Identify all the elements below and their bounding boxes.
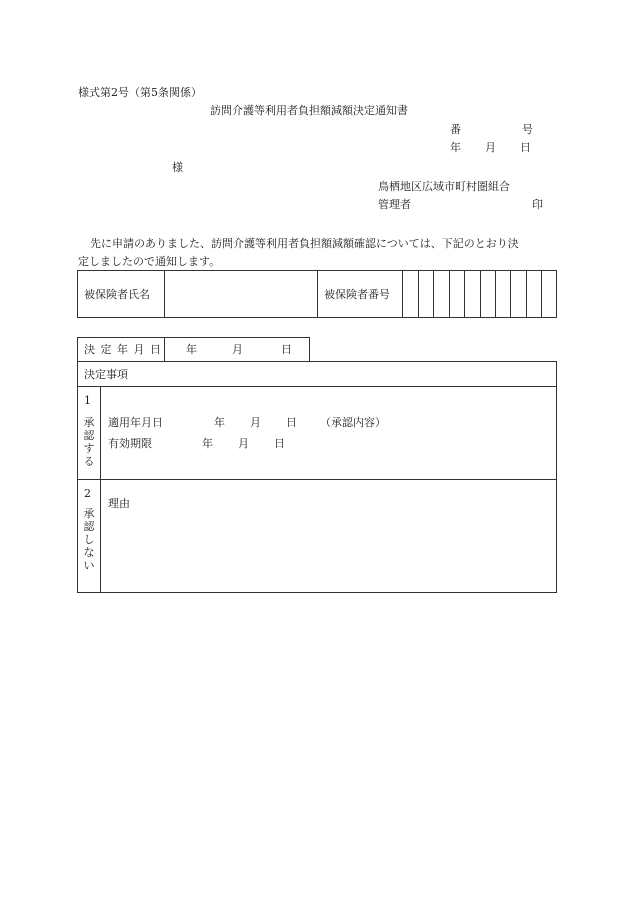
validity-year-label: 年: [202, 437, 213, 450]
approve-label: 承認する: [83, 416, 95, 468]
approval-content-label: （承認内容）: [320, 416, 386, 429]
decision-day-label: 日: [281, 343, 292, 356]
date-year-label: 年: [450, 141, 461, 154]
date-month-label: 月: [485, 141, 496, 154]
reject-number: 2: [84, 487, 91, 500]
notice-text-line2: 定しましたので通知します。: [78, 255, 221, 268]
issuer-role: 管理者: [378, 198, 411, 211]
notice-text-line1: 先に申請のありました、訪問介護等利用者負担額減額確認については、下記のとおり決: [90, 237, 519, 250]
decision-matters-label: 決定事項: [84, 368, 128, 381]
recipient-sama: 様: [172, 161, 183, 174]
applied-month-label: 月: [250, 416, 261, 429]
applied-day-label: 日: [286, 416, 297, 429]
decision-date-label: 決 定 年 月 日: [84, 343, 162, 356]
validity-period-label: 有効期限: [108, 437, 152, 450]
decision-year-label: 年: [186, 343, 197, 356]
validity-day-label: 日: [274, 437, 285, 450]
insured-name-label: 被保険者氏名: [84, 288, 150, 301]
issuer-organization: 鳥栖地区広域市町村圏組合: [378, 180, 510, 193]
applied-date-label: 適用年月日: [108, 416, 163, 429]
insured-number-label: 被保険者番号: [324, 288, 390, 301]
date-day-label: 日: [520, 141, 531, 154]
reject-label: 承認しない: [83, 507, 95, 572]
decision-month-label: 月: [232, 343, 243, 356]
seal-mark: 印: [532, 198, 543, 211]
document-title: 訪問介護等利用者負担額減額決定通知書: [210, 104, 408, 117]
approve-number: 1: [84, 394, 91, 407]
reject-reason-label: 理由: [108, 497, 130, 510]
validity-month-label: 月: [238, 437, 249, 450]
applied-year-label: 年: [214, 416, 225, 429]
number-ban-label: 番: [450, 123, 461, 136]
number-go-label: 号: [522, 123, 533, 136]
decision-matters-table: [77, 361, 557, 593]
form-number: 様式第2号（第5条関係）: [78, 86, 202, 99]
